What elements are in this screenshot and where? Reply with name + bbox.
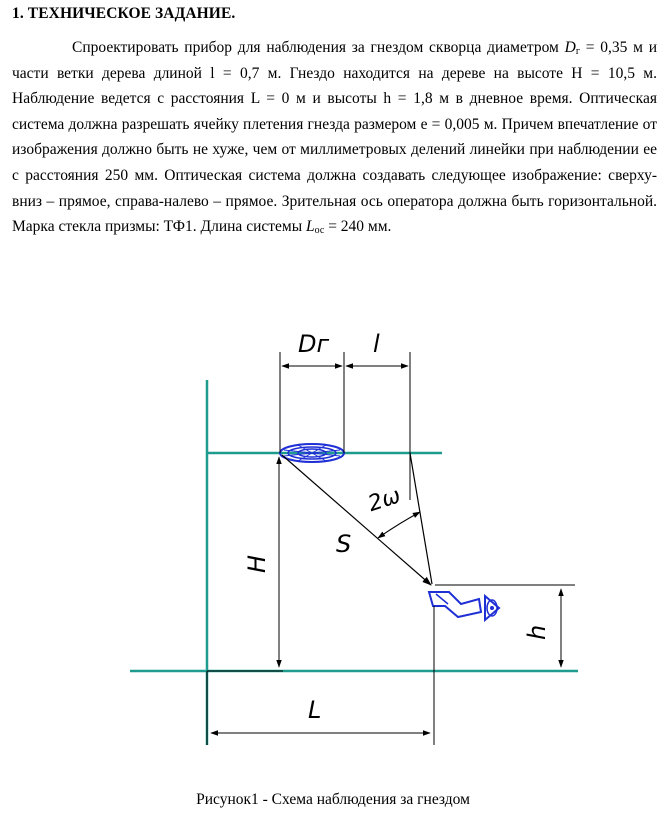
label-distance-s: S [336, 530, 352, 558]
periscope-device-icon [429, 592, 499, 620]
paragraph-text-2: = 0,35 м и части ветки дерева длиной l = 0,7 м. Гнездо находится на дереве на высоте H = 10,5 м. Наблюдение ведется с расстояния L = 0 м и высоты h = 1,8 м в дневное время. Оптическая система должна разрешать ячейку плетения гнезда размером e = 0,005 м. Причем впечатление от изображения должно быть не хуже, чем от миллиметровых делений линейки при наблюдении ее с расстояния 250 мм. Оптическая система должна создавать следующее изображение: сверху-вниз – прямое, справа-налево – прямое. Зрительная ось оператора должна быть горизонтальной. Марка стекла призмы: ТФ1. Длина системы [12, 39, 657, 236]
section-heading: 1. ТЕХНИЧЕСКОЕ ЗАДАНИЕ. [12, 5, 236, 22]
diagram-svg [0, 300, 666, 790]
label-branch-length: l [373, 330, 380, 358]
nest-diameter-subscript: г [575, 46, 580, 57]
observation-diagram [0, 300, 666, 790]
figure-caption: Рисунок1 - Схема наблюдения за гнездом [196, 791, 470, 808]
angle-arc [378, 512, 420, 538]
system-length-symbol: L [306, 218, 315, 236]
label-angle: 2ω [365, 483, 404, 518]
task-paragraph [12, 35, 657, 240]
sight-line-edge [410, 453, 432, 584]
nest-diameter-symbol: D [564, 39, 576, 56]
paragraph-text-1: Спроектировать прибор для наблюдения за гнездом скворца диаметром [72, 39, 565, 56]
label-distance-l: L [308, 696, 322, 724]
label-height-h-big: H [243, 554, 271, 573]
label-height-h-small: h [523, 624, 551, 640]
paragraph-text-3: = 240 мм. [324, 218, 392, 236]
sight-line-s [282, 455, 431, 585]
label-nest-diameter: Dг [298, 330, 330, 358]
system-length-subscript: ос [314, 225, 325, 237]
